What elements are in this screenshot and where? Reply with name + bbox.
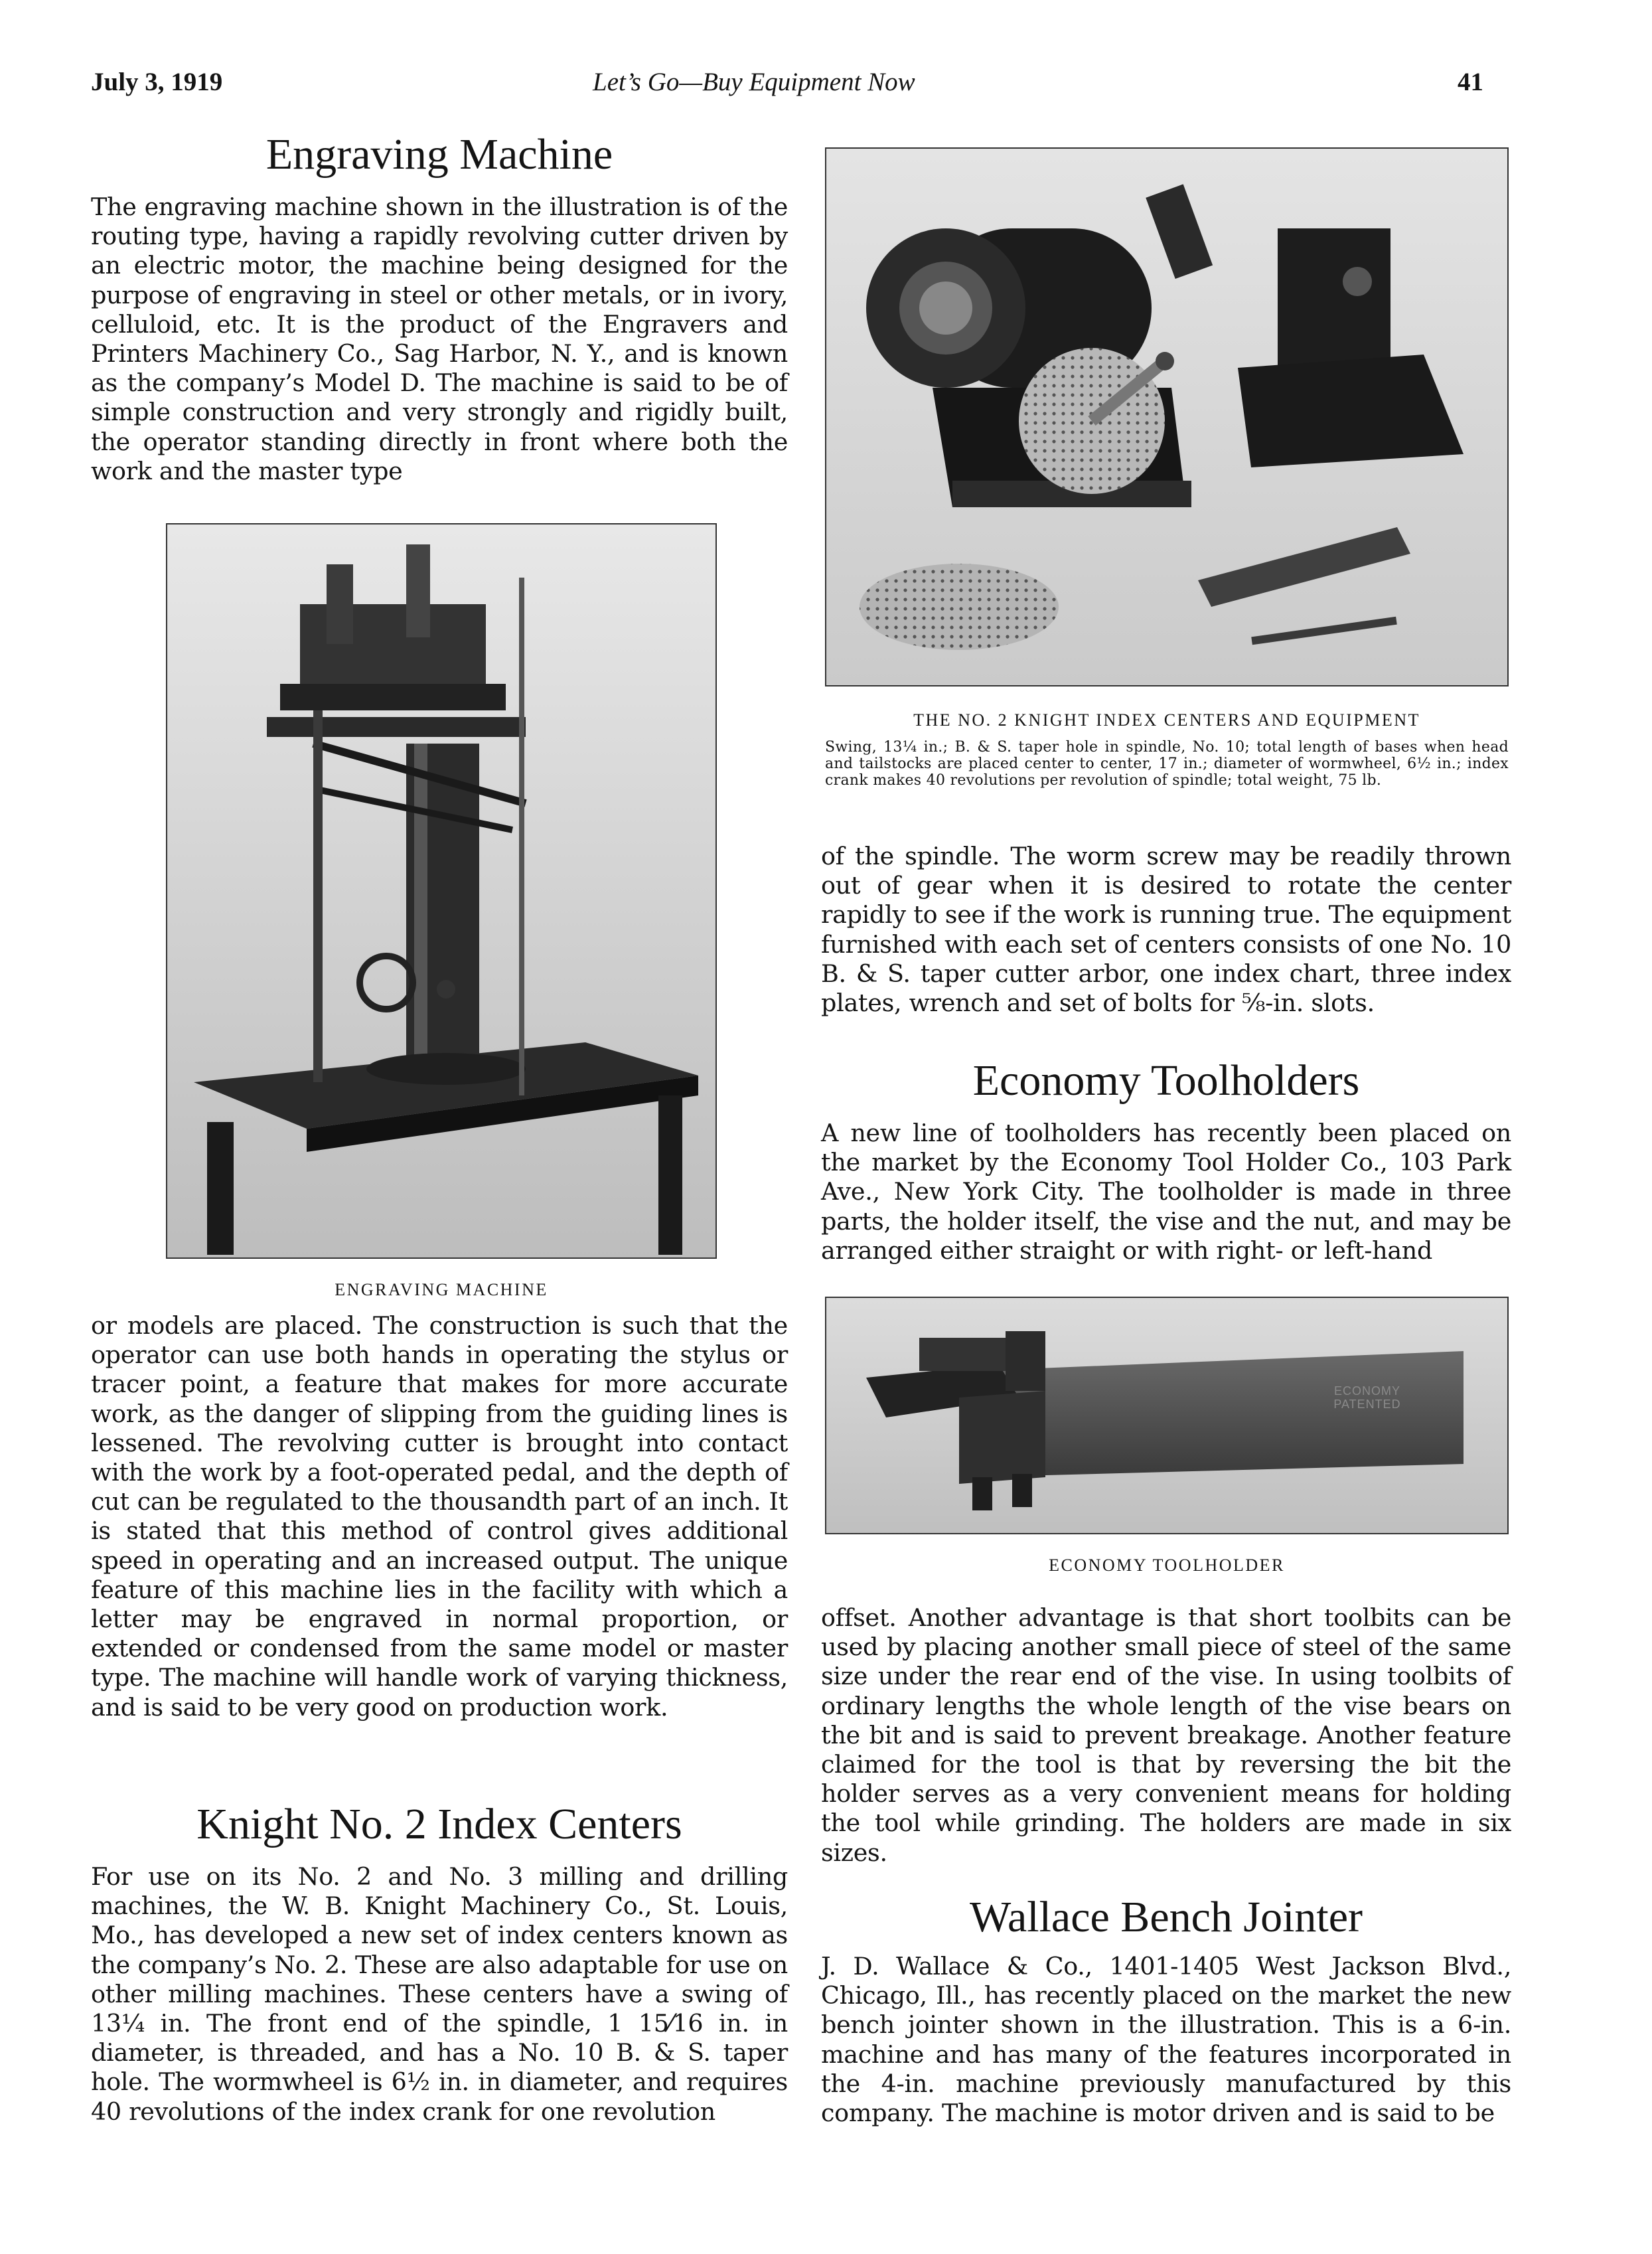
- engraving-para1: The engraving machine shown in the illustration is of the routing type, having a rapidly revolving cutter driven by an electric motor, the machine being designed for the purpose of engraving in steel or other metals, or in ivory, celluloid, etc. It is the product of the Engravers and Printers Machinery Co., Sag Harbor, N. Y., and is known as the company’s Model D. The machine is said to be of simple construction and very strongly and rigidly built, the operator standing directly in front where both the work and the master type: [91, 193, 788, 485]
- knight-caption-detail: Swing, 13¼ in.; B. & S. taper hole in spindle, No. 10; total length of bases when head and tailstocks are placed center to center, 17 in.; diameter of wormwheel, 6½ in.; index crank makes 40 revolutions per revolution of spindle; total weight, 75 lb.: [825, 739, 1509, 789]
- knight-heading: Knight No. 2 Index Centers: [196, 1800, 682, 1848]
- knight-index-centers-photo: [825, 147, 1509, 686]
- economy-toolholder-photo: [825, 1297, 1509, 1534]
- economy-heading: Economy Toolholders: [972, 1056, 1360, 1105]
- header-title: Let’s Go—Buy Equipment Now: [593, 68, 915, 96]
- page-number: 41: [1458, 68, 1483, 96]
- economy-caption: ECONOMY TOOLHOLDER: [1049, 1556, 1285, 1575]
- knight-caption: THE NO. 2 KNIGHT INDEX CENTERS AND EQUIPMENT: [913, 710, 1420, 730]
- economy-para2: offset. Another advantage is that short toolbits can be used by placing another small piece of steel of the same size under the rear end of the vise. In using toolbits of ordinary lengths the whole length of the vise bears on the bit and is said to prevent breakage. Another feature claimed for the tool is that by reversing the bit the holder serves as a very convenient means for holding the tool while grinding. The holders are made in six sizes.: [821, 1603, 1511, 1867]
- knight-para1: For use on its No. 2 and No. 3 milling and drilling machines, the W. B. Knight Machinery Co., St. Louis, Mo., has developed a new set of index centers known as the company’s No. 2. These are also adaptable for use on other milling machines. These centers have a swing of 13¼ in. The front end of the spindle, 1 15⁄16 in. in diameter, is threaded, and has a No. 10 B. & S. taper hole. The wormwheel is 6½ in. in diameter, and requires 40 revolutions of the index crank for one revolution: [91, 1862, 788, 2126]
- header-date: July 3, 1919: [91, 68, 223, 96]
- wallace-para1: J. D. Wallace & Co., 1401-1405 West Jackson Blvd., Chicago, Ill., has recently placed on the market the new bench jointer shown in the illustration. This is a 6-in. machine and has many of the features incorporated in the 4-in. machine previously manufactured by this company. The machine is motor driven and is said to be: [821, 1952, 1511, 2128]
- economy-para1: A new line of toolholders has recently been placed on the market by the Economy Tool Holder Co., 103 Park Ave., New York City. The toolholder is made in three parts, the holder itself, the vise and the nut, and may be arranged either straight or with right- or left-hand: [821, 1119, 1511, 1265]
- wallace-heading: Wallace Bench Jointer: [969, 1893, 1363, 1941]
- engraving-heading: Engraving Machine: [265, 130, 613, 179]
- engraving-machine-photo: [166, 523, 717, 1259]
- economy-stamp: ECONOMY PATENTED: [1333, 1384, 1401, 1411]
- engraving-caption: ENGRAVING MACHINE: [335, 1280, 548, 1299]
- knight-para2: of the spindle. The worm screw may be readily thrown out of gear when it is desired to rotate the center rapidly to see if the work is running true. The equipment furnished with each set of centers consists of one No. 10 B. & S. taper cutter arbor, one index chart, three index plates, wrench and set of bolts for ⅝-in. slots.: [821, 842, 1511, 1018]
- engraving-para2: or models are placed. The construction is such that the operator can use both hands in operating the stylus or tracer point, a feature that makes for more accurate work, as the danger of slipping from the guiding lines is lessened. The revolving cutter is brought into contact with the work by a foot-operated pedal, and the depth of cut can be regulated to the thousandth part of an inch. It is stated that this method of control gives additional speed in operating and an increased output. The unique feature of this machine lies in the facility with which a letter may be engraved in normal proportion, or extended or condensed from the same model or master type. The machine will handle work of varying thickness, and is said to be very good on production work.: [91, 1311, 788, 1722]
